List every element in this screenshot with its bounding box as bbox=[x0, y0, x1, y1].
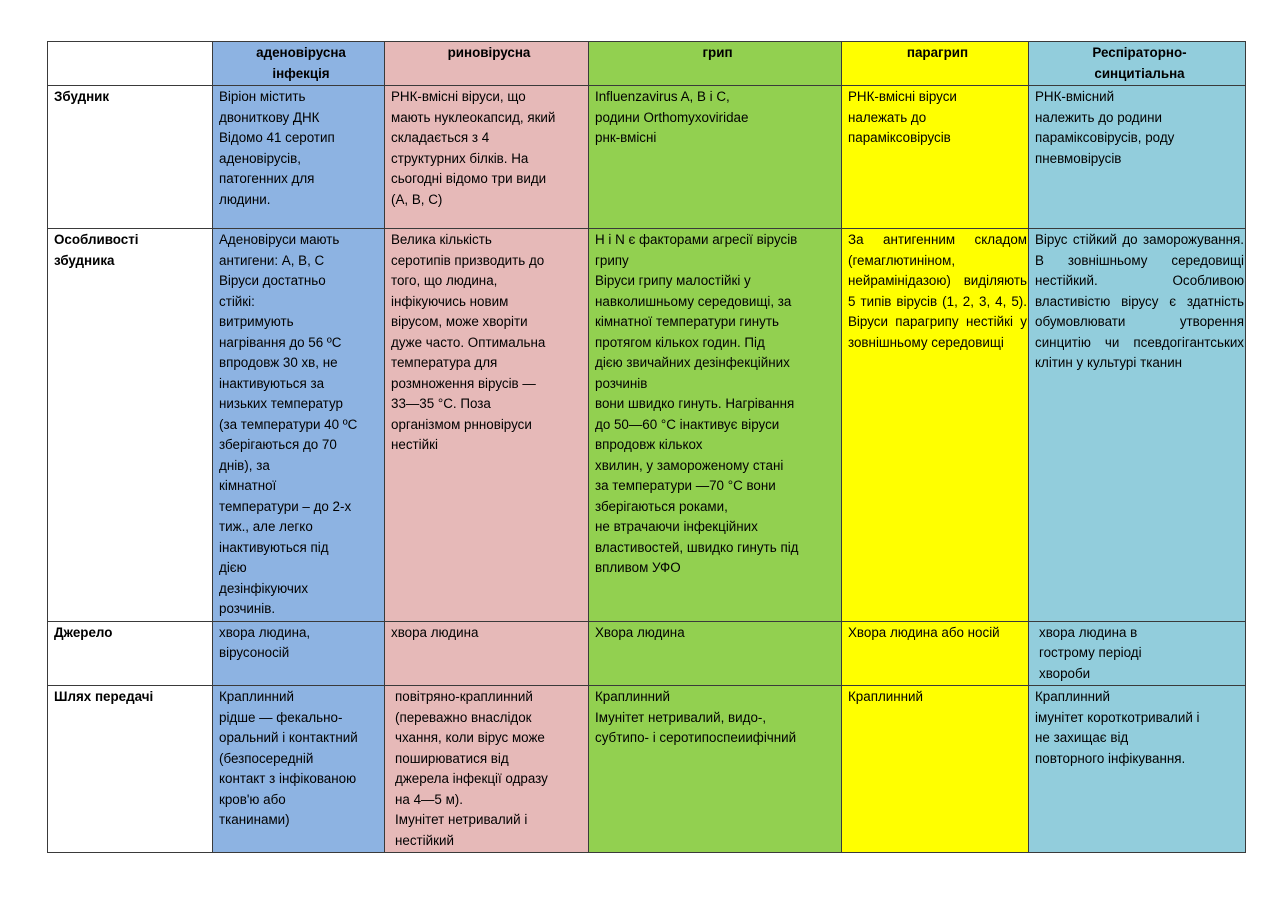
table-cell: РНК-вмісний належить до родини параміксовірусів, роду пневмовірусів bbox=[1029, 86, 1246, 229]
row-label-pathogen: Збудник bbox=[48, 86, 213, 229]
header-rsv: Респіраторно- синцитіальна bbox=[1029, 42, 1246, 86]
header-adenovirus: аденовірусна інфекція bbox=[213, 42, 385, 86]
table-cell: Велика кількість серотипів призводить до того, що людина, інфікуючись новим вірусом, може хворіти дуже часто. Оптимальна температура для розмноження вірусів — 33—35 °С. Поза організмом рнновіруси нестійкі bbox=[385, 229, 589, 622]
header-rhinovirus: риновірусна bbox=[385, 42, 589, 86]
table-cell: повітряно-краплинний (переважно внаслідок чхання, коли вірус може поширюватися від джерела інфекції одразу на 4—5 м). Імунітет нетривалий і нестійкий bbox=[385, 686, 589, 853]
table-cell: хвора людина, вірусоносій bbox=[213, 621, 385, 686]
table-cell: За антигенним складом (гемаглютиніном, нейрамінідазою) виділяють 5 типів вірусів (1, 2, 3, 4, 5). Віруси парагрипу нестійкі у зовнішньому середовищі bbox=[842, 229, 1029, 622]
table-cell: Аденовіруси мають антигени: А, В, С Віруси достатньо стійкі: витримують нагрівання до 56 ºС впродовж 30 хв, не інактивуються за низьких температур (за температури 40 ºС зберігаються до 70 днів), за кімнатної температури – до 2-х тиж., але легко інактивуються під дією дезінфікуючих розчинів. bbox=[213, 229, 385, 622]
table-cell: хвора людина bbox=[385, 621, 589, 686]
table-cell: Хвора людина або носій bbox=[842, 621, 1029, 686]
table-row bbox=[48, 229, 1246, 622]
table-cell: Краплинний рідше — фекально- оральний і контактний (безпосередній контакт з інфікованою кров'ю або тканинами) bbox=[213, 686, 385, 853]
table-cell: хвора людина в гострому періоді хвороби bbox=[1029, 621, 1246, 686]
header-empty bbox=[48, 42, 213, 86]
table-row bbox=[48, 686, 1246, 853]
row-label-source: Джерело bbox=[48, 621, 213, 686]
table-row bbox=[48, 86, 1246, 229]
table-cell: РНК-вмісні віруси належать до параміксовірусів bbox=[842, 86, 1029, 229]
table-cell: Хвора людина bbox=[589, 621, 842, 686]
table-cell: Віріон містить двониткову ДНК Відомо 41 серотип аденовірусів, патогенних для людини. bbox=[213, 86, 385, 229]
table-cell: Краплинний Імунітет нетривалий, видо-, субтипо- і серотипоспеиифічний bbox=[589, 686, 842, 853]
table-row bbox=[48, 621, 1246, 686]
header-parainfluenza: парагрип bbox=[842, 42, 1029, 86]
table-cell: H і N є факторами агресії вірусів грипу Віруси грипу малостійкі у навколишньому середовищі, за кімнатної температури гинуть протягом кількох годин. Під дією звичайних дезінфекційних розчинів вони швидко гинуть. Нагрівання до 50—60 °С інактивує віруси впродовж кількох хвилин, у замороженому стані за температури —70 °С вони зберігаються роками, не втрачаючи інфекційних властивостей, швидко гинуть під впливом УФО bbox=[589, 229, 842, 622]
row-label-transmission: Шлях передачі bbox=[48, 686, 213, 853]
table-cell: Вірус стійкий до заморожування. В зовнішньому середовищі нестійкий. Особливою властивістю вірусу є здатність обумовлювати утворення синцитію чи псевдогігантських клітин у культурі тканин bbox=[1029, 229, 1246, 622]
comparison-table bbox=[47, 41, 1246, 853]
table-cell: Краплинний bbox=[842, 686, 1029, 853]
header-row bbox=[48, 42, 1246, 86]
header-influenza: грип bbox=[589, 42, 842, 86]
table-cell: Краплинний імунітет короткотривалий і не захищає від повторного інфікування. bbox=[1029, 686, 1246, 853]
table-cell: Influenzavirus A, B і C, родини Orthomyxoviridae рнк-вмісні bbox=[589, 86, 842, 229]
table-cell: РНК-вмісні віруси, що мають нуклеокапсид, який складається з 4 структурних білків. На сьогодні відомо три види (А, В, С) bbox=[385, 86, 589, 229]
row-label-pathogen-features: Особливості збудника bbox=[48, 229, 213, 622]
